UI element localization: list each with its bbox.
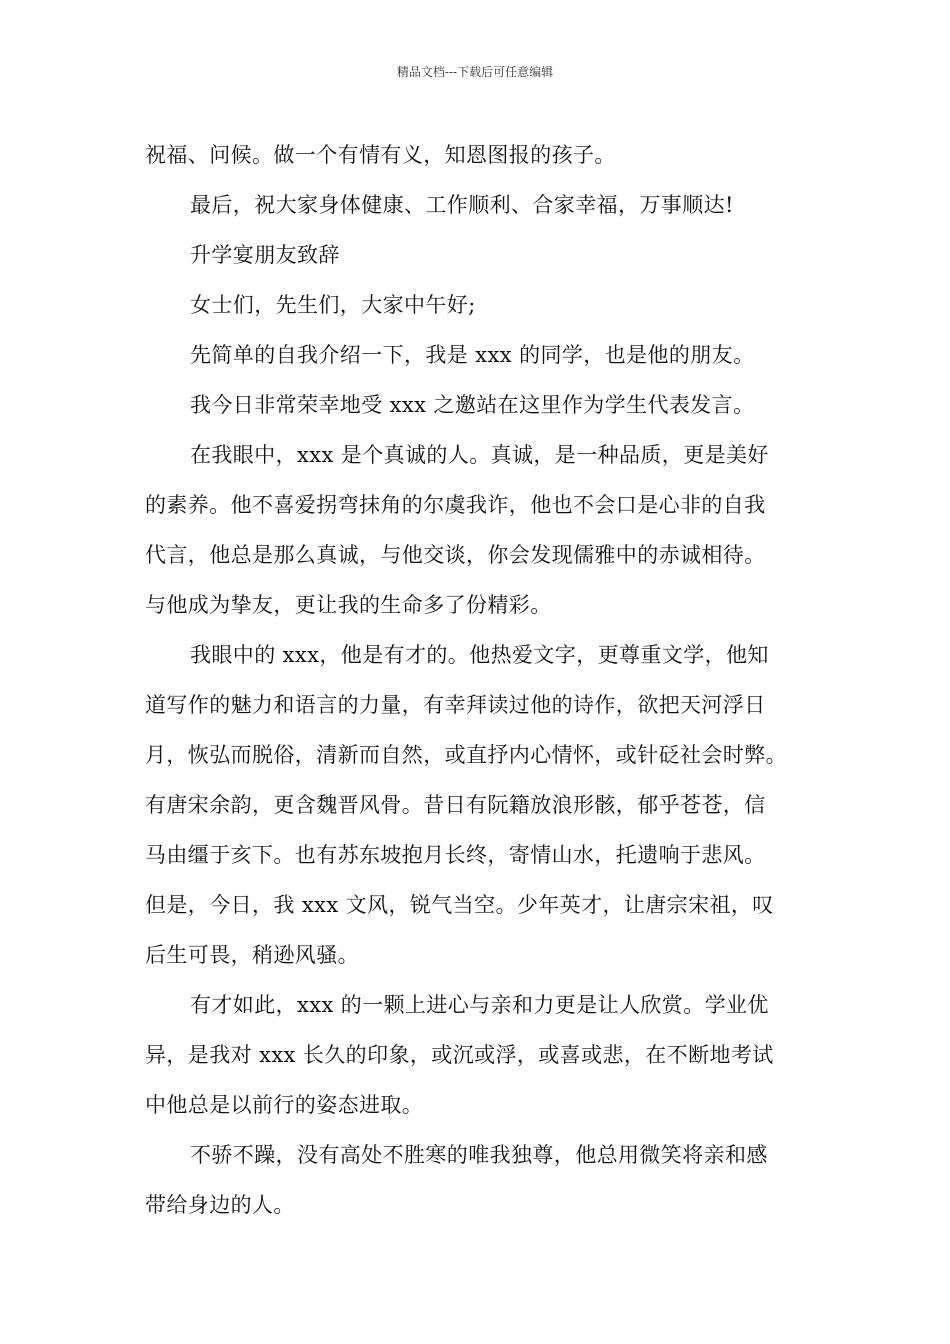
text-line: 我今日非常荣幸地受 xxx 之邀站在这里作为学生代表发言。	[190, 393, 755, 417]
text-line: 在我眼中，xxx 是个真诚的人。真诚，是一种品质，更是美好	[190, 443, 769, 467]
text-line: 马由缰于亥下。也有苏东坡抱月长终，寄情山水，托遗响于悲风。	[145, 843, 766, 867]
text-line: 与他成为挚友，更让我的生命多了份精彩。	[145, 593, 552, 617]
text-line: 有唐宋余韵，更含魏晋风骨。昔日有阮籍放浪形骸，郁乎苍苍，信	[145, 793, 766, 817]
page-header: 精品文档---下载后可任意编辑	[396, 65, 554, 79]
text-line: 月，恢弘而脱俗，清新而自然，或直抒内心情怀，或针砭社会时弊。	[145, 743, 787, 767]
text-line: 有才如此，xxx 的一颗上进心与亲和力更是让人欣赏。学业优	[190, 993, 769, 1017]
text-line: 代言，他总是那么真诚，与他交谈，你会发现儒雅中的赤诚相待。	[145, 543, 766, 567]
text-line: 带给身边的人。	[145, 1193, 295, 1217]
text-line: 女士们，先生们，大家中午好;	[190, 293, 476, 317]
text-line: 道写作的魅力和语言的力量，有幸拜读过他的诗作，欲把天河浮日	[145, 693, 766, 717]
text-line: 先简单的自我介绍一下，我是 xxx 的同学，也是他的朋友。	[190, 343, 755, 367]
text-line: 祝福、问候。做一个有情有义，知恩图报的孩子。	[145, 143, 616, 167]
text-line: 后生可畏，稍逊风骚。	[145, 943, 359, 967]
document-body	[145, 130, 807, 1230]
text-line: 异，是我对 xxx 长久的印象，或沉或浮，或喜或悲，在不断地考试	[145, 1043, 774, 1067]
text-line: 但是，今日，我 xxx 文风，锐气当空。少年英才，让唐宗宋祖，叹	[145, 893, 774, 917]
text-line: 的素养。他不喜爱拐弯抹角的尔虞我诈，他也不会口是心非的自我	[145, 493, 766, 517]
section-title: 升学宴朋友致辞	[190, 243, 340, 267]
text-line: 最后，祝大家身体健康、工作顺利、合家幸福，万事顺达!	[190, 193, 734, 217]
text-line: 中他总是以前行的姿态进取。	[145, 1093, 424, 1117]
text-line: 我眼中的 xxx，他是有才的。他热爱文字，更尊重文学，他知	[190, 643, 769, 667]
text-line: 不骄不躁，没有高处不胜寒的唯我独尊，他总用微笑将亲和感	[190, 1143, 768, 1167]
